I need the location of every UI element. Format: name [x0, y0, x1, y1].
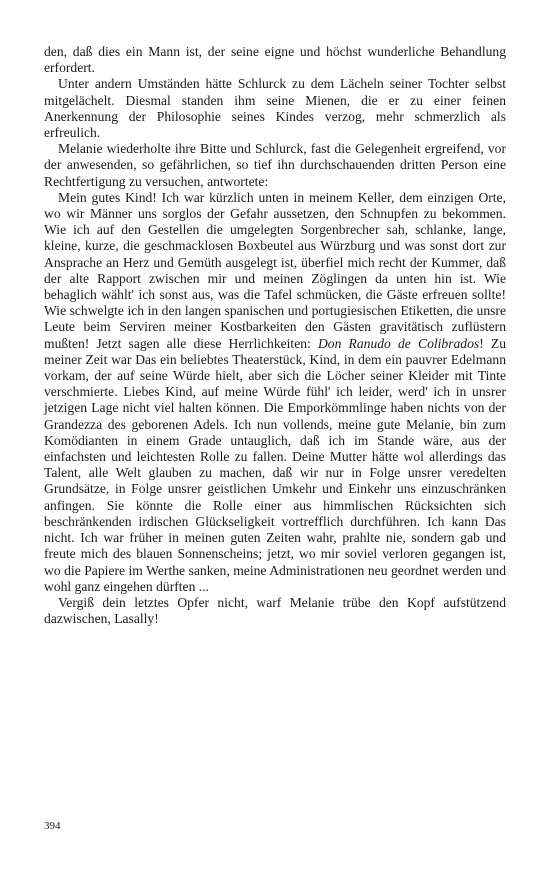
paragraph-2-text: Unter andern Umständen hätte Schlurck zu dem Lächeln seiner Tochter selbst mitgelächelt. Diesmal standen ihm seine Mienen, die er zu einer feinen Anerkennung der Philosophie seines Kindes verzog, mehr schmerzlich als erfreulich. — [44, 76, 506, 141]
paragraph-4-text-a: Mein gutes Kind! Ich war kürzlich unten in meinem Keller, dem einzigen Orte, wo wir Männer uns sorglos der Gefahr aussetzen, den Schnupfen zu bekommen. Wie ich auf den Gestellen die umgelegten Sorgenbrecher sah, schlanke, lange, kleine, kurze, die geschmacklosen Boxbeutel aus Würzburg und was sonst dort zur Ansprache an Herz und Gemüth ausgelegt ist, überfiel mich recht der Kummer, daß der alte Rapport zwischen mir und meinen Zöglingen da unten hin ist. Wie behaglich wählt' ich sonst aus, was die Tafel schmücken, die Gäste erfreuen sollte! Wie schwelgte ich in den langen spanischen und portugiesischen Etiketten, die unsre Leute beim Serviren meiner Kostbarkeiten den Gästen gravitätisch zuflüstern mußten! Jetzt sagen alle diese Herrlichkeiten: — [44, 189, 506, 351]
paragraph-3-text: Melanie wiederholte ihre Bitte und Schlurck, fast die Gelegenheit ergreifend, vor der anwesenden, so gefährlichen, so tief ihn durchschauenden dritten Person eine Rechtfertigung zu versuchen, antwortete: — [44, 141, 506, 189]
paragraph-3 — [44, 141, 506, 190]
book-page-text — [44, 44, 506, 627]
paragraph-2 — [44, 76, 506, 141]
paragraph-1-text: den, daß dies ein Mann ist, der seine eigne und höchst wunderliche Behandlung erfordert. — [44, 44, 506, 76]
paragraph-5 — [44, 595, 506, 627]
page-number: 394 — [44, 820, 61, 832]
paragraph-4 — [44, 190, 506, 595]
play-title-italic: Don Ranudo de Colibrados — [317, 335, 480, 351]
paragraph-5-text: Vergiß dein letztes Opfer nicht, warf Melanie trübe den Kopf aufstützend dazwischen, Lasally! — [44, 594, 506, 627]
paragraph-4-text-b: ! Zu meiner Zeit war Das ein beliebtes Theaterstück, Kind, in dem ein pauvrer Edelmann vorkam, der auf seine Würde hielt, aber sich die Löcher seiner Kleider mit Tinte verschmierte. Liebes Kind, auf meine Würde fühl' ich leider, werd' ich in unsrer jetzigen Lage nicht viel halten können. Die Emporkömmlinge haben nichts von der Grandezza des geborenen Adels. Ich nun vollends, meine gute Melanie, bin zum Komödianten in einem Grade untauglich, daß ich im Stande wäre, aus der einfachsten und leichtesten Rolle zu fallen. Deine Mutter hätte wol allerdings das Talent, alle Welt glauben zu machen, daß wir nur in Folge unsrer veredelten Grundsätze, in Folge unsrer geistlichen Umkehr und Einkehr uns einzuschränken anfingen. Sie könnte die Rolle einer aus himmlischen Rücksichten sich beschränkenden irdischen Glückseligkeit vortrefflich durchführen. Ich kann Das nicht. Ich war früher in meinen guten Zeiten wahr, prahlte nie, sondern gab und freute mich des blauen Sonnenscheins; jetzt, wo mir soviel verloren gegangen ist, wo die Papiere im Werthe sanken, meine Administrationen neu geordnet werden und wohl ganz eingehen dürften ... — [44, 335, 506, 594]
paragraph-1 — [44, 44, 506, 76]
